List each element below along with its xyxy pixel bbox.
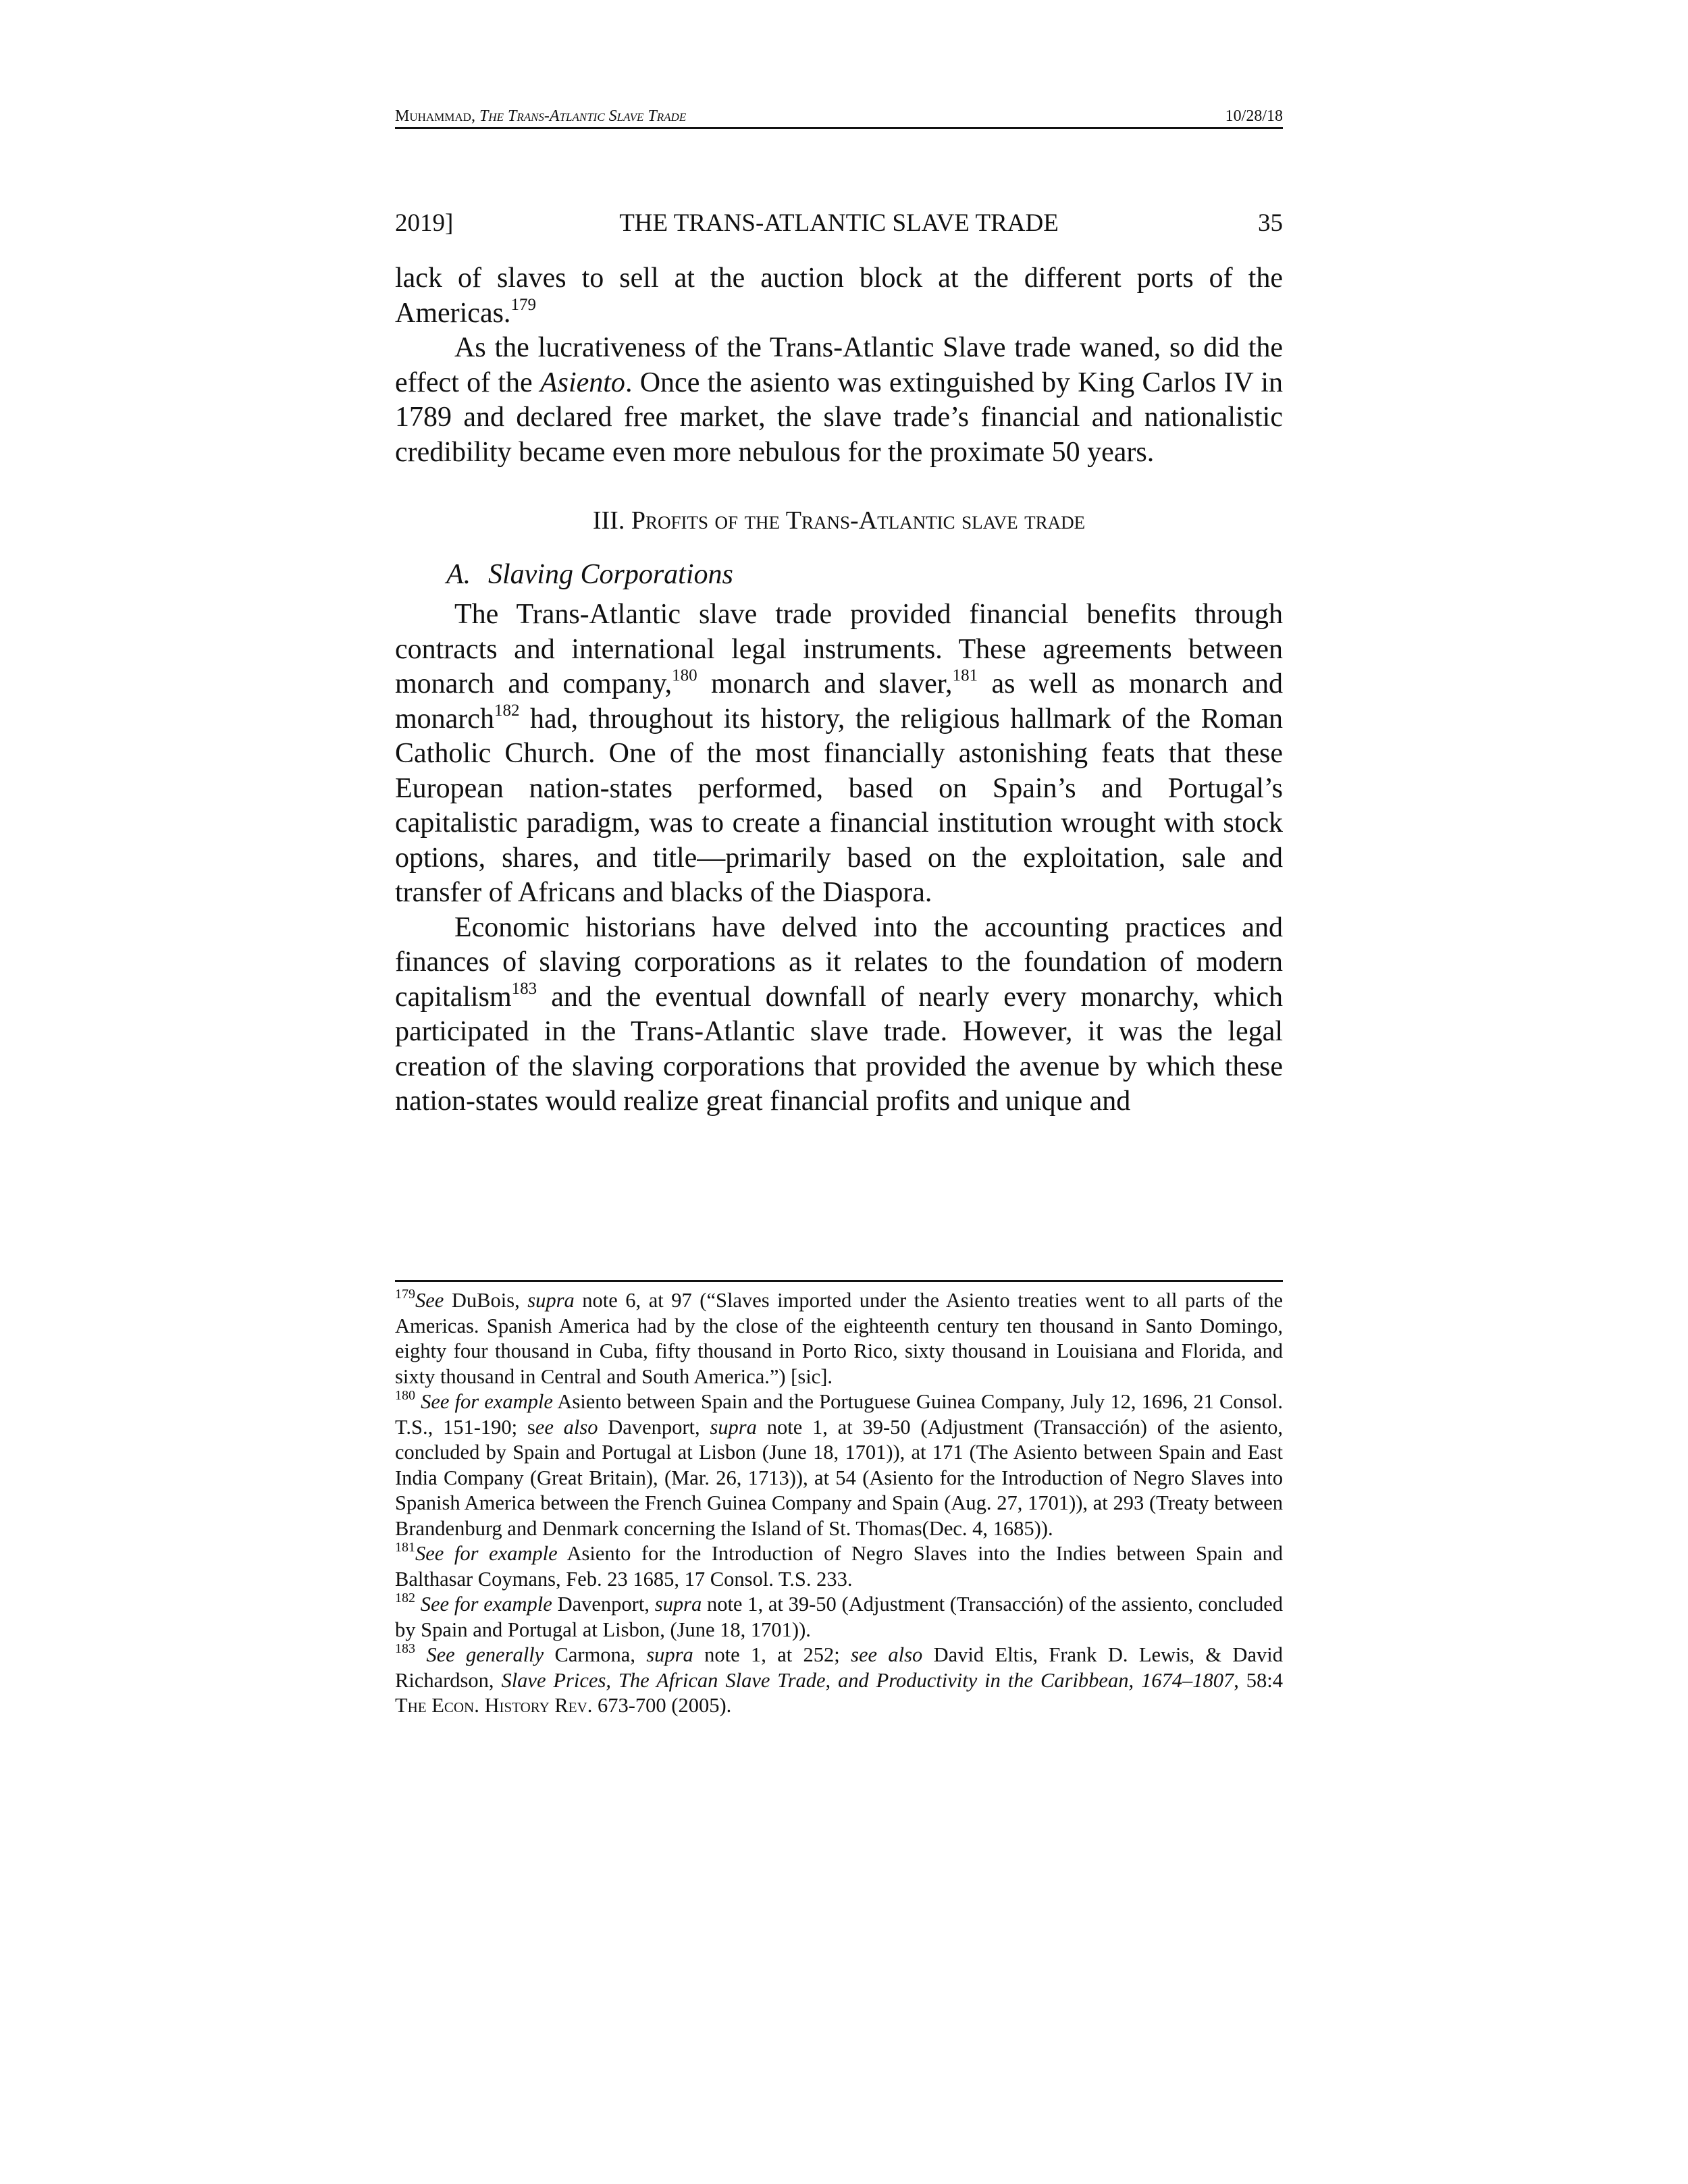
footnote-ref[interactable]: 179 — [510, 295, 536, 314]
footnote-text: Davenport, — [598, 1415, 710, 1439]
paragraph-text: As the lucrativeness of the Trans-Atlantic Slave trade waned, so did the effect of the — [395, 332, 1283, 398]
paragraph — [395, 911, 1283, 1119]
journal-name: The Econ. History Rev. — [395, 1694, 593, 1717]
paragraph-text: . Once the asiento was extinguished by King Carlos IV in 1789 and declared free market, the slave trade’s financial and nationalistic credibility became even more nebulous for the proximate 50 years. — [395, 367, 1283, 468]
article-title: Slave Prices, The African Slave Trade, and Productivity in the Caribbean, 1674–1807 — [501, 1668, 1234, 1692]
footnote-number: 179 — [395, 1287, 415, 1302]
footnote-divider — [395, 1280, 1283, 1282]
paragraph-text: had, throughout its history, the religious hallmark of the Roman Catholic Church. One of the most financially astonishing feats that these European nation-states performed, based on Spain’s and Portugal’s capitalistic paradigm, was to create a financial institution wrought with stock options, shares, and title—primarily based on the exploitation, sale and transfer of Africans and blacks of the Diaspora. — [395, 703, 1283, 908]
subsection-heading — [446, 558, 1283, 593]
running-head-author: Muhammad — [395, 107, 471, 125]
signal: see also — [851, 1643, 923, 1666]
footnote-text: DuBois, — [444, 1289, 528, 1312]
page-number: 35 — [1258, 209, 1283, 237]
footnote-text: 673-700 (2005). — [592, 1694, 732, 1717]
footnote-ref[interactable]: 180 — [672, 666, 697, 685]
footnote-text: Davenport, — [552, 1593, 655, 1616]
section-heading: III. Profits of the Trans-Atlantic slave trade — [592, 506, 1086, 535]
signal: supra — [527, 1289, 575, 1312]
running-head-title: The Trans-Atlantic Slave Trade — [479, 107, 687, 125]
signal: See — [415, 1289, 444, 1312]
footnote-number: 180 — [395, 1388, 415, 1403]
paragraph-text: and the eventual downfall of nearly every monarchy, which participated in the Trans-Atlantic slave trade. However, it was the legal creation of the slaving corporations that provided the avenue by which these nation-states would realize great financial profits and unique and — [395, 981, 1283, 1117]
footnote-179 — [395, 1288, 1283, 1389]
paragraph — [395, 331, 1283, 470]
footnote-ref[interactable]: 183 — [511, 979, 537, 998]
footnotes — [395, 1288, 1283, 1719]
footnote-text: Asiento for the Introduction of Negro Slaves into the Indies between Spain and Balthasar Coymans, Feb. 23 1685, 17 Consol. T.S. 233. — [395, 1542, 1283, 1591]
paragraph-text: lack of slaves to sell at the auction block at the different ports of the Americas. — [395, 263, 1283, 329]
running-head-date: 10/28/18 — [1225, 107, 1283, 125]
signal: ee also — [535, 1415, 598, 1439]
signal: See for example — [415, 1542, 558, 1565]
running-head-citation: Muhammad, The Trans-Atlantic Slave Trade — [395, 107, 687, 125]
footnote-183 — [395, 1643, 1283, 1719]
footnote-182 — [395, 1592, 1283, 1643]
paragraph — [395, 597, 1283, 911]
footnote-text: , 58:4 — [1234, 1668, 1283, 1692]
page-header — [395, 209, 1283, 236]
signal: See for example — [415, 1390, 553, 1413]
footnote-text: Carmona, — [544, 1643, 647, 1666]
paragraph-text: as well as monarch and monarch — [395, 668, 1283, 735]
footnote-number: 182 — [395, 1591, 415, 1605]
footnote-text: Asiento between Spain and the Portuguese Guinea Company, July 12, 1696, 21 Consol. T.S., 151-190; s — [395, 1390, 1283, 1439]
footnote-text: note 1, at 252; — [693, 1643, 851, 1666]
footnote-180 — [395, 1389, 1283, 1541]
paragraph-text: Economic historians have delved into the accounting practices and finances of slaving corporations as it relates to the foundation of modern capitalism — [395, 911, 1283, 1013]
signal: supra — [646, 1643, 693, 1666]
footnote-text: note 6, at 97 (“Slaves imported under the Asiento treaties went to all parts of the Americas. Spanish America had by the close of the eighteenth century ten thousand in Santo Domingo, eighty four thousand in Cuba, fifty thousand in Porto Rico, sixty thousand in Louisiana and Florida, and sixty thousand in Central and South America.”) [sic]. — [395, 1289, 1283, 1388]
paragraph-text: The Trans-Atlantic slave trade provided financial benefits through contracts and international legal instruments. These agreements between monarch and company, — [395, 599, 1283, 699]
footnote-ref[interactable]: 182 — [494, 701, 520, 720]
footnote-text: note 1, at 39-50 (Adjustment (Transacción) of the assiento, concluded by Spain and Portugal at Lisbon, (June 18, 1701)). — [395, 1593, 1284, 1641]
subsection-letter: A. — [446, 558, 471, 590]
paragraph — [395, 261, 1283, 331]
footnote-ref[interactable]: 181 — [952, 666, 978, 685]
footnote-text: note 1, at 39-50 (Adjustment (Transacción) of the asiento, concluded by Spain and Portugal at Lisbon (June 18, 1701)), at 171 (The Asiento between Spain and East India Company (Great Britain), (Mar. 26, 1713)), at 54 (Asiento for the Introduction of Negro Slaves into Spanish America between the French Guinea Company and Spain (Aug. 27, 1701)), at 293 (Treaty between Brandenburg and Denmark concerning the Island of St. Thomas(Dec. 4, 1685)). — [395, 1415, 1284, 1540]
signal: supra — [654, 1593, 702, 1616]
page-header-title: THE TRANS-ATLANTIC SLAVE TRADE — [619, 209, 1059, 237]
footnote-text: David Eltis, Frank D. Lewis, & David Richardson, — [395, 1643, 1283, 1692]
signal: See for example — [415, 1593, 552, 1616]
signal: supra — [710, 1415, 757, 1439]
footnote-number: 183 — [395, 1641, 415, 1656]
page-header-year: 2019] — [395, 209, 454, 237]
subsection-title: Slaving Corporations — [488, 558, 733, 590]
footnote-number: 181 — [395, 1540, 415, 1555]
running-head — [395, 100, 1283, 129]
signal: See generally — [415, 1643, 544, 1666]
page — [395, 100, 1283, 1119]
paragraph-italic: Asiento — [539, 367, 625, 398]
footnote-181 — [395, 1541, 1283, 1592]
body-text — [395, 261, 1283, 1119]
paragraph-text: monarch and slaver, — [697, 668, 953, 699]
